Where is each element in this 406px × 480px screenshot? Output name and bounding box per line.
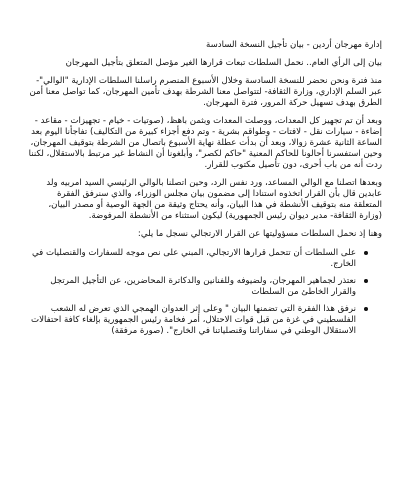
paragraph: منذ فترة ونحن نحضر للنسخة السادسة وخلال الأسبوع المنصرم راسلنا السلطات الإدارية "الوالي"- عبر السلم الإداري، وزارة الثقافة- لتتواصل معنا الشرطة بهدف تأمين المهرجان، كما تواصل معنا أمن الطرق بهدف تسهيل حركة المرور، فترة المهرجان. [29,76,382,108]
document-intro: بيان إلى الرأي العام.. نحمل السلطات تبعات قرارها الغير مؤصل المتعلق بتأجيل المهرجان [65,58,382,68]
list-item [26,276,368,298]
bullet-icon [364,307,368,311]
list-item [26,248,368,270]
list-item [26,304,368,337]
document-title: إدارة مهرجان أردين - بيان تأجيل النسخة السادسة [205,40,382,50]
bullet-icon [364,251,368,255]
list-item-text: على السلطات أن تتحمل قرارها الارتجالي، المبني على نص موجه للسفارات والقنصليات في الخارج. [31,248,356,269]
list-item-text: نعتذر لجماهير المهرجان، ولضيوفه وللفنانين والدكاترة المحاضرين، عن التأجيل المرتجل والقرار الخاطئ من السلطات [50,276,356,297]
statement-document [26,40,382,343]
bullet-icon [364,279,368,283]
paragraph: وبعد أن تم تجهيز كل المعدات، ووصلت المعدات وبثمن باهظ، (صوتيات - خيام - تجهيزات - مقاعد - إضاءة - سيارات نقل - لافتات - وطواقم بشرية - وتم دفع أجزاء كبيرة من التكاليف) تفاجأنا اليوم بعد الساعة الثانية عشرة زوالا، وبعد أن بدأت عطلة نهاية الأسبوع باتصال من الشرطة بتوقيف المهرجان، وحين استفسرنا أحالونا للحاكم المعنية "حاكم لكصر"، وأبلغونا أن النشاط غير مرتبط بالاستقلال، لكننا ردت أنه من باب أحرى، دون تأصيل مكتوب للقرار. [28,116,382,170]
list-item-text: نرفق هذا الفقرة التي تضمنها البيان " وعلى إثر العدوان الهمجي الذي تعرض له الشعب الفلسطيني في غزة من قبل قوات الاحتلال، أمر فخامة رئيس الجمهورية بإلغاء كافة احتفالات الاستقلال الوطني في سفاراتنا وقنصلياتنا في الخارج". (صورة مرفقة) [31,304,356,336]
paragraph: وبعدها اتصلنا مع الوالي المساعد، ورد نفس الرد، وحين اتصلنا بالوالي الرئيسي السيد امربيه ولد عابدين قال بأن القرار اتخذوه استنادا إلى مضمون بيان مجلس الوزراء، والذي سنرفق الفقرة المتعلقة منه بتوقيف الأنشطة في هذا البيان، وأنه يحتاج وثيقة من الجهة الوصية أو مصدر البيان، (وزارة الثقافة- مدير ديوان رئيس الجمهورية) ليكون استثناء من الأنشطة المرفوضة. [46,178,382,221]
points-list [26,248,382,337]
list-heading: وهنا إذ نحمل السلطات مسؤوليتها عن القرار الارتجالي نسجل ما يلي: [137,229,382,239]
